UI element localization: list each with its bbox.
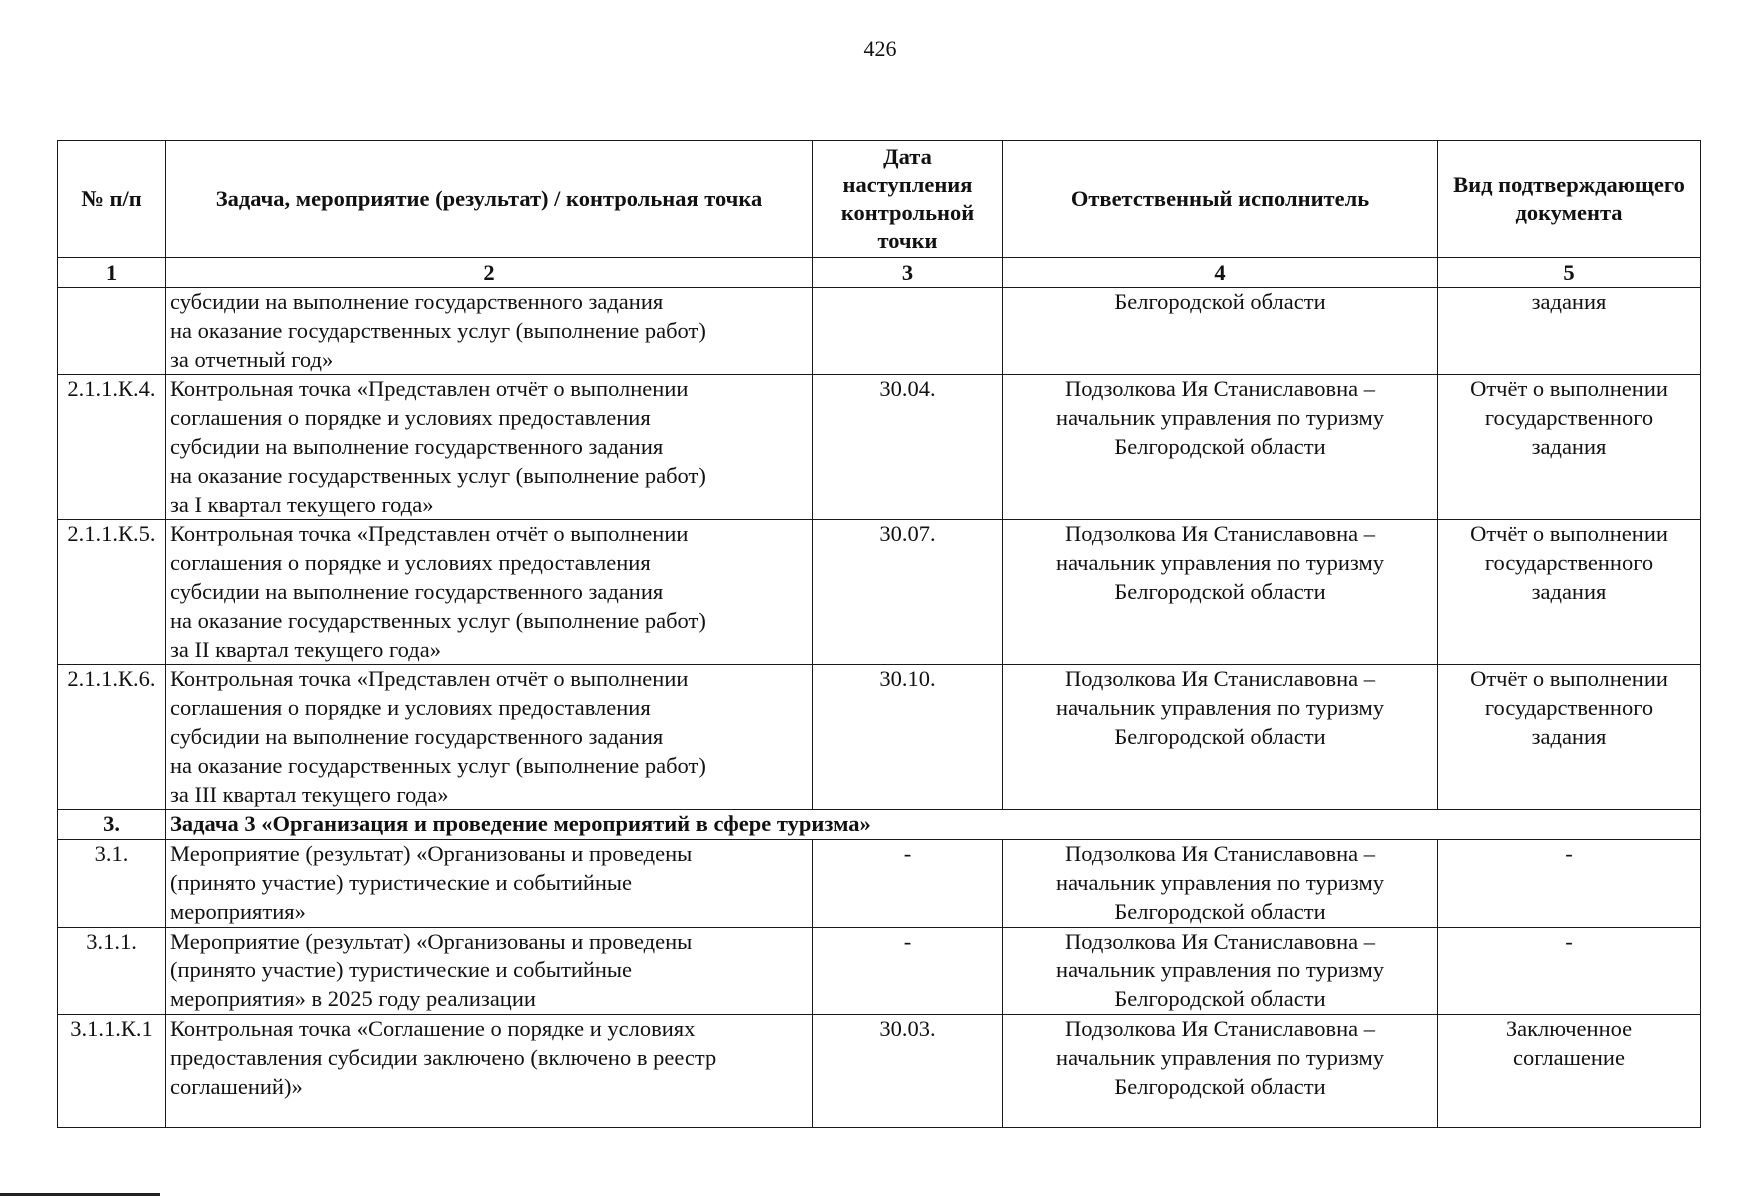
column-number: 4 [1003, 258, 1438, 288]
row-document-line: задания [1531, 289, 1607, 314]
row-description-line: на оказание государственных услуг (выполнение работ) [170, 317, 706, 343]
table-row [58, 840, 1701, 927]
row-executor [1003, 1014, 1438, 1127]
header-task: Задача, мероприятие (результат) / контрольная точка [166, 141, 813, 258]
row-executor-line: Подзолкова Ия Станиславовна – [1064, 376, 1376, 402]
row-executor-line: Подзолкова Ия Станиславовна – [1064, 928, 1376, 954]
column-number: 5 [1438, 258, 1701, 288]
row-document-line: Отчёт о выполнении [1470, 376, 1668, 402]
row-executor-line: начальник управления по туризму [1056, 869, 1384, 895]
header-executor: Ответственный исполнитель [1003, 141, 1438, 258]
row-document-line: государственного [1484, 405, 1654, 431]
row-executor-line: Подзолкова Ия Станиславовна – [1064, 1015, 1376, 1041]
row-description-line: Мероприятие (результат) «Организованы и проведены [170, 928, 693, 954]
column-number: 3 [813, 258, 1003, 288]
row-document-line: государственного [1484, 550, 1654, 576]
row-document-line: задания [1531, 578, 1607, 604]
row-executor-line: начальник управления по туризму [1056, 405, 1384, 431]
row-document [1438, 665, 1701, 810]
row-executor [1003, 375, 1438, 520]
column-number: 1 [58, 258, 166, 288]
control-points-table [57, 140, 1701, 1128]
row-description-line: за отчетный год» [170, 346, 334, 372]
row-description [166, 1014, 813, 1127]
row-date: 30.10. [813, 665, 1003, 810]
row-description-line: мероприятия» в 2025 году реализации [170, 986, 536, 1012]
row-document-line: Отчёт о выполнении [1470, 521, 1668, 547]
page-number: 426 [863, 36, 897, 61]
header-number: № п/п [58, 141, 166, 258]
column-number: 2 [166, 258, 813, 288]
row-number: 2.1.1.К.6. [58, 665, 166, 810]
header-document: Вид подтверждающего документа [1438, 141, 1701, 258]
row-executor-line: Белгородской области [1114, 433, 1326, 459]
row-date: 30.04. [813, 375, 1003, 520]
row-number: 3.1. [58, 840, 166, 927]
row-executor-line: Подзолкова Ия Станиславовна – [1064, 666, 1376, 692]
row-executor-line: Белгородской области [1114, 1073, 1326, 1099]
row-date: 30.03. [813, 1014, 1003, 1127]
task-title: Задача 3 «Организация и проведение мероприятий в сфере туризма» [166, 810, 1701, 840]
header-date: Дата наступления контрольной точки [813, 141, 1003, 258]
row-executor-line: Белгородской области [1114, 578, 1326, 604]
row-description-line: субсидии на выполнение государственного задания [170, 433, 664, 459]
row-document [1438, 520, 1701, 665]
row-date: 30.07. [813, 520, 1003, 665]
row-description-line: Контрольная точка «Представлен отчёт о выполнении [170, 376, 689, 402]
row-date: - [813, 927, 1003, 1014]
task-row [58, 810, 1701, 840]
row-description [166, 288, 813, 375]
task-number: 3. [58, 810, 166, 840]
row-description-line: на оказание государственных услуг (выполнение работ) [170, 607, 706, 633]
row-description-line: мероприятия» [170, 898, 306, 924]
row-description-line: за II квартал текущего года» [170, 636, 441, 662]
row-executor-line: начальник управления по туризму [1056, 695, 1384, 721]
row-executor-line: начальник управления по туризму [1056, 957, 1384, 983]
row-number: 2.1.1.К.4. [58, 375, 166, 520]
row-document [1438, 927, 1701, 1014]
row-executor-line: начальник управления по туризму [1056, 1044, 1384, 1070]
row-description-line: (принято участие) туристические и событийные [170, 957, 633, 983]
row-description-line: соглашений)» [170, 1073, 303, 1099]
row-document-line: Заключенное [1505, 1015, 1633, 1041]
row-document-line: - [1565, 841, 1573, 867]
table-row [58, 927, 1701, 1014]
row-description-line: Контрольная точка «Представлен отчёт о выполнении [170, 666, 689, 692]
row-executor [1003, 520, 1438, 665]
row-description-line: субсидии на выполнение государственного задания [170, 723, 664, 749]
row-description-line: (принято участие) туристические и событийные [170, 869, 633, 895]
row-executor-line: Белгородской области [1114, 723, 1326, 749]
row-description-line: Контрольная точка «Представлен отчёт о выполнении [170, 521, 689, 547]
row-executor [1003, 665, 1438, 810]
row-description-line: соглашения о порядке и условиях предоставления [170, 550, 651, 576]
row-number: 3.1.1. [58, 927, 166, 1014]
table-row [58, 288, 1701, 375]
row-executor [1003, 927, 1438, 1014]
row-executor-line: Белгородской области [1114, 289, 1326, 314]
row-executor-line: Белгородской области [1114, 898, 1326, 924]
row-description [166, 665, 813, 810]
row-description-line: за III квартал текущего года» [170, 781, 449, 807]
table-row [58, 375, 1701, 520]
row-executor [1003, 840, 1438, 927]
table-header-row [58, 141, 1701, 258]
row-description-line: на оказание государственных услуг (выполнение работ) [170, 752, 706, 778]
row-description-line: Мероприятие (результат) «Организованы и проведены [170, 841, 693, 867]
row-number: 3.1.1.К.1 [58, 1014, 166, 1127]
row-description-line: на оказание государственных услуг (выполнение работ) [170, 462, 706, 488]
row-document-line: задания [1531, 723, 1607, 749]
row-executor-line: Подзолкова Ия Станиславовна – [1064, 521, 1376, 547]
row-description-line: соглашения о порядке и условиях предоставления [170, 405, 651, 431]
table-row [58, 665, 1701, 810]
row-number: 2.1.1.К.5. [58, 520, 166, 665]
row-description [166, 520, 813, 665]
row-executor-line: начальник управления по туризму [1056, 550, 1384, 576]
row-description [166, 375, 813, 520]
row-document-line: - [1565, 928, 1573, 954]
row-description-line: соглашения о порядке и условиях предоставления [170, 695, 651, 721]
row-description [166, 840, 813, 927]
row-description-line: субсидии на выполнение государственного задания [170, 289, 664, 314]
row-date [813, 288, 1003, 375]
row-document [1438, 840, 1701, 927]
row-document-line: государственного [1484, 695, 1654, 721]
row-description-line: за I квартал текущего года» [170, 491, 434, 517]
bottom-rule [0, 1193, 160, 1196]
row-number [58, 288, 166, 375]
row-executor-line: Подзолкова Ия Станиславовна – [1064, 841, 1376, 867]
row-description-line: субсидии на выполнение государственного задания [170, 578, 664, 604]
row-document-line: задания [1531, 433, 1607, 459]
row-date: - [813, 840, 1003, 927]
table-row [58, 1014, 1701, 1127]
row-description-line: предоставления субсидии заключено (включено в реестр [170, 1044, 717, 1070]
row-document-line: Отчёт о выполнении [1470, 666, 1668, 692]
row-description-line: Контрольная точка «Соглашение о порядке и условиях [170, 1015, 696, 1041]
row-executor [1003, 288, 1438, 375]
row-description [166, 927, 813, 1014]
row-executor-line: Белгородской области [1114, 986, 1326, 1012]
row-document [1438, 1014, 1701, 1127]
row-document [1438, 288, 1701, 375]
table-row [58, 520, 1701, 665]
row-document-line: соглашение [1513, 1044, 1625, 1070]
column-numbers-row [58, 258, 1701, 288]
table-body [58, 288, 1701, 1128]
row-document [1438, 375, 1701, 520]
